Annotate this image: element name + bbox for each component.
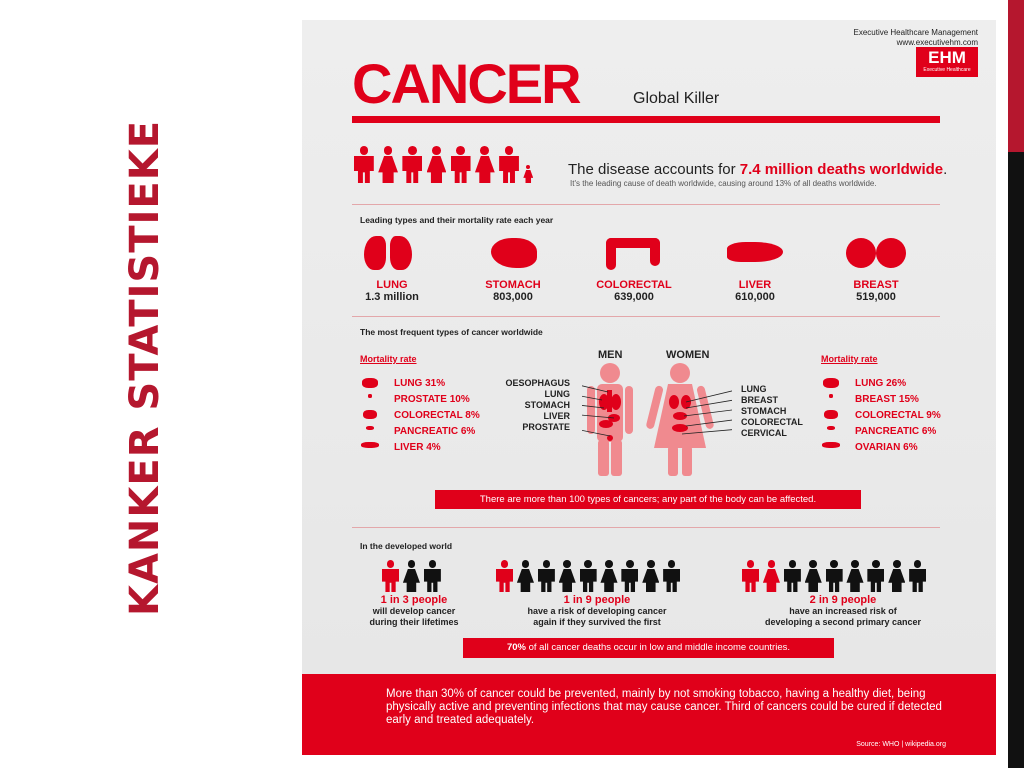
- liver-icon: [727, 242, 783, 262]
- organ-icon: [360, 426, 380, 436]
- man-icon: [402, 146, 422, 183]
- organ-label: LUNG: [544, 389, 570, 399]
- organ-icon: [360, 410, 380, 420]
- leading-type-item: LUNG 1.3 million: [365, 279, 419, 303]
- organ-label: STOMACH: [524, 400, 570, 410]
- colon-icon: [650, 238, 660, 266]
- breast-icon: [876, 238, 906, 268]
- footer-message: More than 30% of cancer could be prevented, mainly by not smoking tobacco, having a healthy diet, being physically active and preventing infections that may cause cancer. Third of cancers could be cured if detected early and treated adequately.: [386, 688, 942, 726]
- woman-icon: [846, 560, 863, 592]
- mortality-item: PANCREATIC 6%: [821, 423, 941, 439]
- organ-icon: [821, 410, 841, 420]
- organ-icon: [821, 378, 841, 388]
- man-icon: [621, 560, 638, 592]
- woman-icon: [427, 146, 447, 183]
- developed-stat-3: 2 in 9 people have an increased risk of developing a second primary cancer: [764, 594, 922, 627]
- headline-rule: [352, 116, 940, 123]
- developed-stat-1: 1 in 3 people will develop cancer during their lifetimes: [369, 594, 459, 627]
- mortality-item: OVARIAN 6%: [821, 439, 941, 455]
- woman-icon: [517, 560, 534, 592]
- woman-icon: [559, 560, 576, 592]
- source-credit: Source: WHO | wikipedia.org: [856, 741, 946, 748]
- types-banner: There are more than 100 types of cancers; any part of the body can be affected.: [435, 490, 861, 509]
- org-name: Executive Healthcare Management: [853, 28, 978, 37]
- organ-icon: [821, 426, 841, 436]
- subheadline: Global Killer: [633, 90, 720, 107]
- ehm-logo: [916, 47, 978, 77]
- developed-world-label: In the developed world: [360, 541, 453, 551]
- organ-icon: [821, 394, 841, 404]
- woman-icon: [475, 146, 495, 183]
- organ-icon: [360, 442, 380, 452]
- organ-label: OESOPHAGUS: [505, 378, 570, 388]
- people-icon-row: [354, 146, 535, 183]
- stomach-icon: [491, 238, 537, 268]
- organ-label: PROSTATE: [522, 422, 570, 432]
- women-label: WOMEN: [666, 349, 710, 361]
- colon-icon: [606, 238, 616, 270]
- man-icon: [580, 560, 597, 592]
- divider: [352, 316, 940, 317]
- woman-icon: [763, 560, 780, 592]
- mortality-item: PANCREATIC 6%: [360, 423, 480, 439]
- organ-label: CERVICAL: [741, 428, 787, 438]
- woman-icon: [403, 560, 420, 592]
- lungs-icon: [390, 236, 412, 270]
- infographic-poster: [302, 20, 996, 755]
- man-icon: [867, 560, 884, 592]
- man-icon: [784, 560, 801, 592]
- women-mortality-list: [821, 375, 941, 455]
- mortality-item: BREAST 15%: [821, 391, 941, 407]
- deaths-subtext: It's the leading cause of death worldwide, causing around 13% of all deaths worldwide.: [570, 179, 877, 188]
- man-icon: [663, 560, 680, 592]
- man-icon: [354, 146, 374, 183]
- men-mortality-heading: Mortality rate: [360, 354, 417, 364]
- woman-icon: [378, 146, 398, 183]
- developed-stat-2: 1 in 9 people have a risk of developing cancer again if they survived the first: [527, 594, 667, 627]
- woman-icon: [888, 560, 905, 592]
- breast-icon: [846, 238, 876, 268]
- leading-type-item: BREAST 519,000: [853, 279, 899, 303]
- man-icon: [909, 560, 926, 592]
- developed-people-row-1: [382, 560, 445, 592]
- woman-icon: [600, 560, 617, 592]
- mortality-item: LUNG 31%: [360, 375, 480, 391]
- man-icon: [496, 560, 513, 592]
- organ-label: LIVER: [543, 411, 570, 421]
- organ-icon: [360, 378, 380, 388]
- divider: [352, 527, 940, 528]
- divider: [352, 204, 940, 205]
- organ-label: STOMACH: [741, 406, 787, 416]
- man-icon: [538, 560, 555, 592]
- developed-people-row-3: [742, 560, 930, 592]
- man-icon: [499, 146, 519, 183]
- man-icon: [424, 560, 441, 592]
- organ-icon: [360, 394, 380, 404]
- developed-people-row-2: [496, 560, 684, 592]
- lungs-icon: [364, 236, 386, 270]
- mortality-item: LUNG 26%: [821, 375, 941, 391]
- women-mortality-heading: Mortality rate: [821, 354, 878, 364]
- leading-type-item: LIVER 610,000: [735, 279, 775, 303]
- organ-label: COLORECTAL: [741, 417, 803, 427]
- logo-subtext: Executive Healthcare: [923, 67, 971, 73]
- body-figures: [582, 362, 732, 480]
- income-banner: 70% of all cancer deaths occur in low and middle income countries.: [463, 638, 834, 658]
- man-icon: [451, 146, 471, 183]
- organ-label: LUNG: [741, 384, 767, 394]
- organ-icon: [821, 442, 841, 452]
- men-label: MEN: [598, 349, 623, 361]
- men-mortality-list: [360, 375, 480, 455]
- mortality-item: COLORECTAL 8%: [360, 407, 480, 423]
- org-url: www.executivehm.com: [896, 38, 978, 47]
- footer-panel: [302, 674, 996, 755]
- man-icon: [742, 560, 759, 592]
- woman-icon: [523, 165, 533, 184]
- headline: CANCER: [352, 52, 580, 115]
- organ-label: BREAST: [741, 395, 779, 405]
- leading-type-item: COLORECTAL 639,000: [596, 279, 672, 303]
- slide-title: [120, 58, 170, 678]
- mortality-item: PROSTATE 10%: [360, 391, 480, 407]
- women-organ-labels: [741, 384, 821, 439]
- mortality-item: LIVER 4%: [360, 439, 480, 455]
- leading-type-item: STOMACH 803,000: [485, 279, 541, 303]
- woman-icon: [805, 560, 822, 592]
- men-organ-labels: [490, 378, 570, 433]
- frequent-types-label: The most frequent types of cancer worldwide: [360, 327, 543, 337]
- man-icon: [382, 560, 399, 592]
- deaths-headline: The disease accounts for 7.4 million deaths worldwide.: [568, 161, 948, 178]
- man-icon: [826, 560, 843, 592]
- organization-info: [853, 28, 978, 48]
- woman-icon: [642, 560, 659, 592]
- logo-text: EHM: [928, 48, 966, 67]
- leading-types-label: Leading types and their mortality rate each year: [360, 215, 554, 225]
- right-accent-bar: [1008, 0, 1024, 768]
- mortality-item: COLORECTAL 9%: [821, 407, 941, 423]
- slide-title-text: KANKER STATISTIEKE: [122, 119, 168, 617]
